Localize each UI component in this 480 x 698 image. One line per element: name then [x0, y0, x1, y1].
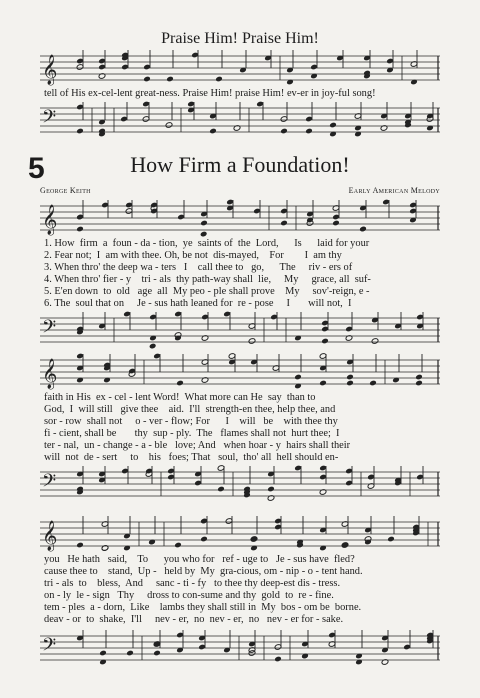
svg-text:𝄞: 𝄞: [42, 521, 58, 550]
system1-treble-staff: [40, 196, 440, 238]
lyric-line: on - ly le - sign Thy dross to con-sume and thy gold to re - fine.: [44, 590, 334, 601]
lyric-line: 2. Fear not; I am with thee. Oh, be not dis-mayed, For I am thy: [44, 250, 342, 261]
top-hymn-lyric: tell of His ex-cel-lent great-ness. Praise Him! praise Him! ev-er in joy-ful song!: [44, 88, 376, 99]
svg-text:𝄢: 𝄢: [42, 316, 57, 341]
lyric-line: ter - nal, un - change - a - ble love; And when hoar - y hairs shall their: [44, 440, 351, 451]
system2-treble-staff: [40, 350, 440, 392]
lyric-line: tem - ples a - dorn, Like lambs they shall still in My bos - om be borne.: [44, 602, 362, 613]
top-hymn-title: Praise Him! Praise Him!: [161, 30, 319, 47]
lyric-line: 6. The soul that on Je - sus hath leaned for re - pose I will not, I: [44, 298, 352, 309]
lyric-line: you He hath said, To you who for ref - uge to Je - sus have fled?: [44, 554, 355, 565]
lyric-line: fi - cient, shall be thy sup - ply. The flames shall not hurt thee; I: [44, 428, 340, 439]
svg-text:𝄞: 𝄞: [42, 359, 58, 388]
svg-text:𝄢: 𝄢: [42, 634, 57, 659]
svg-text:𝄢: 𝄢: [42, 470, 57, 495]
lyric-line: 4. When thro' fier - y tri - als thy path-way shall lie, My grace, all suf-: [44, 274, 371, 285]
svg-text:𝄢: 𝄢: [42, 106, 57, 131]
svg-text:𝄞: 𝄞: [42, 205, 58, 234]
top-treble-staff: [40, 48, 440, 88]
lyric-line: 1. How firm a foun - da - tion, ye saints of the Lord, Is laid for your: [44, 238, 370, 249]
lyric-line: will not de - sert to his foes; That soul, tho' all hell should en-: [44, 452, 339, 463]
system2-bass-staff: [40, 462, 440, 504]
system1-bass-staff: [40, 308, 440, 350]
hymn-melody-credit: Early American Melody: [348, 186, 440, 195]
lyric-line: faith in His ex - cel - lent Word! What more can He say than to: [44, 392, 316, 403]
lyric-line: 3. When thro' the deep wa - ters I call thee to go, The riv - ers of: [44, 262, 353, 273]
lyric-line: God, I will still give thee aid. I'll strength-en thee, help thee, and: [44, 404, 336, 415]
system3-bass-staff: [40, 626, 440, 668]
hymn-title: How Firm a Foundation!: [130, 152, 350, 177]
lyric-line: sor - row shall not o - ver - flow; For I will be with thee thy: [44, 416, 338, 427]
lyric-line: deav - or to shake, I'll nev - er, no nev - er, no nev - er for - sake.: [44, 614, 344, 625]
lyric-line: cause thee to stand, Up - held by My gra-cious, om - nip - o - tent hand.: [44, 566, 363, 577]
lyric-line: tri - als to bless, And sanc - ti - fy to thee thy deep-est dis - tress.: [44, 578, 341, 589]
top-bass-staff: [40, 100, 440, 140]
system3-treble-staff: [40, 512, 440, 554]
hymn-author: George Keith: [40, 186, 91, 195]
hymn-number: 5: [28, 152, 45, 185]
svg-text:𝄞: 𝄞: [42, 55, 58, 84]
lyric-line: 5. E'en down to old age all My peo - ple shall prove My sov'-reign, e -: [44, 286, 370, 297]
